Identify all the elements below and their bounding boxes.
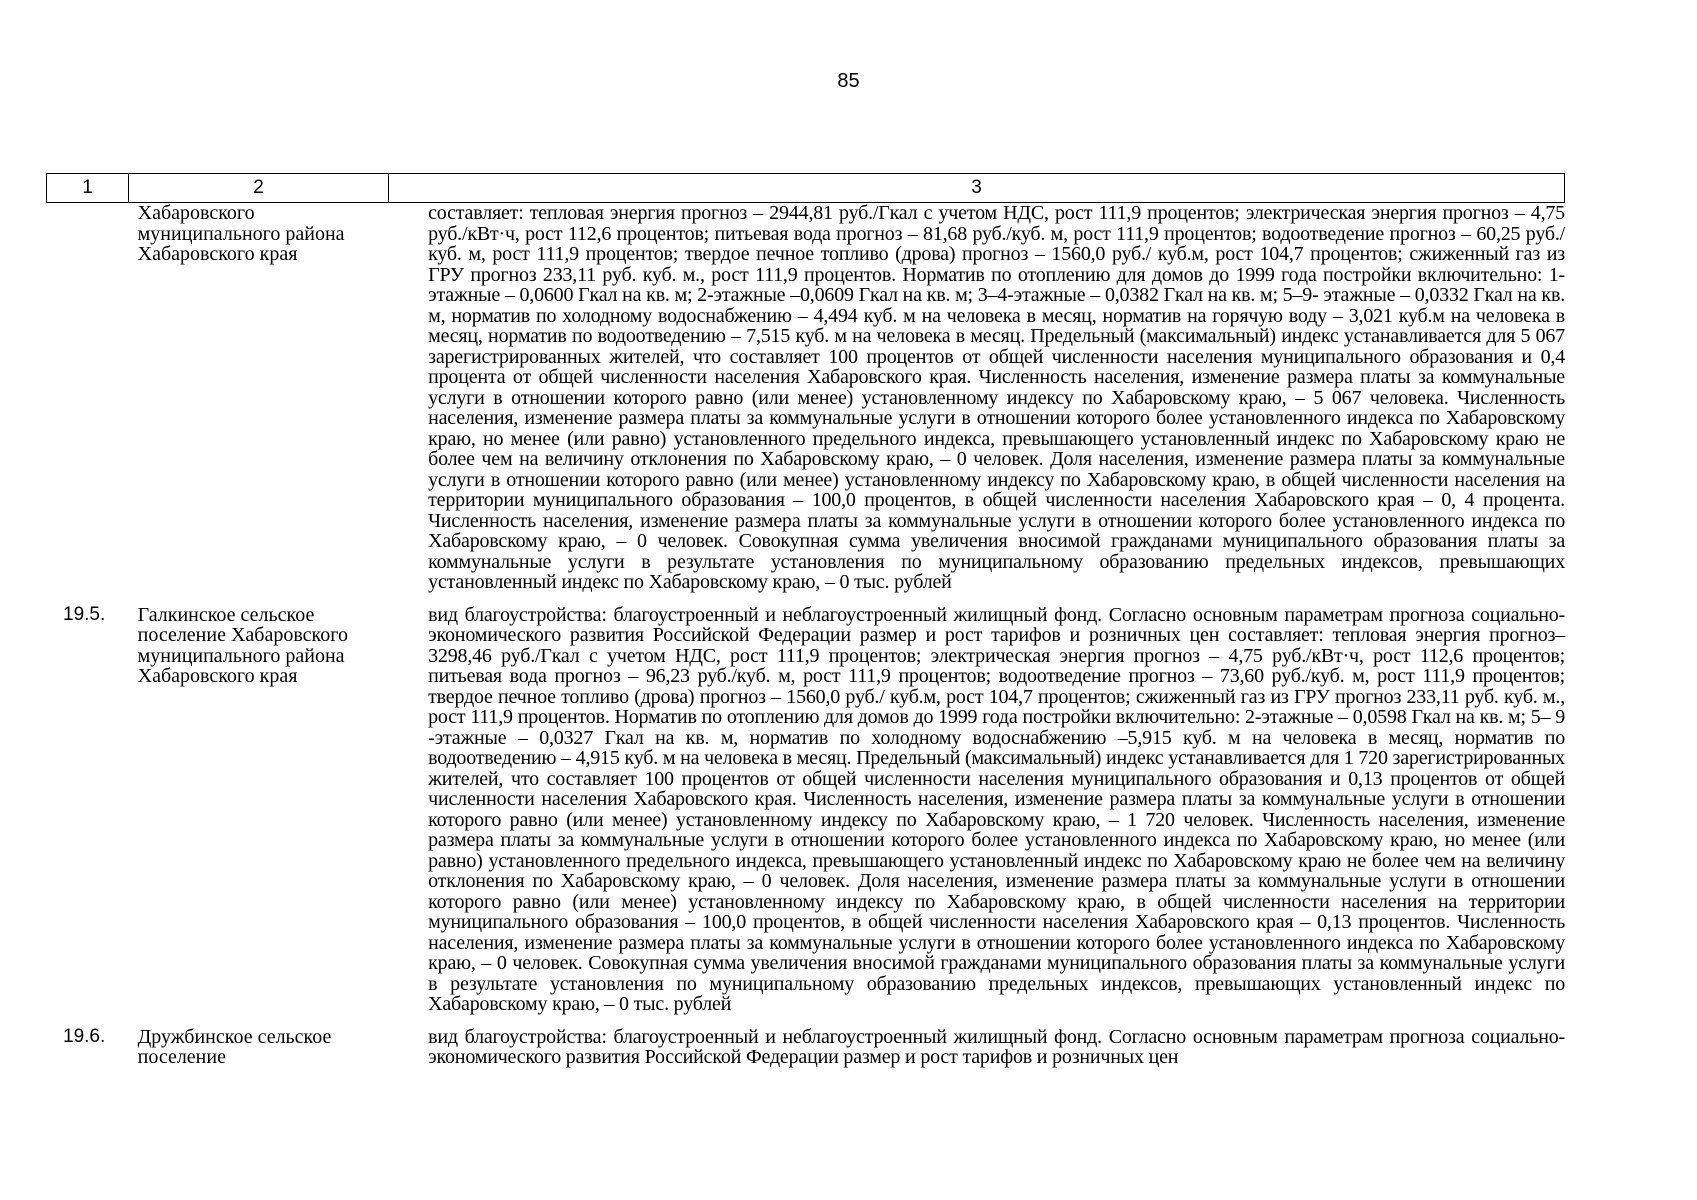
row-name: Дружбинское сельское поселение — [137, 1025, 332, 1068]
row-name: Хабаровского муниципального района Хабаровского края — [137, 202, 345, 265]
table-row — [46, 1027, 1565, 1068]
table-header — [46, 173, 1565, 203]
row-text: вид благоустройства: благоустроенный и неблагоустроенный жилищный фонд. Согласно основным параметрам прогноза социально-экономического развития Российской Федерации размер и рост тарифов и розничных цен — [428, 1025, 1565, 1068]
page-number: 85 — [837, 70, 860, 92]
table-row — [46, 605, 1565, 1015]
row-number: 19.5. — [63, 603, 106, 625]
row-text: составляет: тепловая энергия прогноз – 2944,81 руб./Гкал с учетом НДС, рост 111,9 процентов; электрическая энергия прогноз – 4,75 руб./кВт·ч, рост 112,6 процентов; питьевая вода прогноз – 81,68 руб./куб. м, рост 111,9 процентов; водоотведение прогноз – 60,25 руб./куб. м, рост 111,9 процентов; твердое печное топливо (дрова) прогноз – 1560,0 руб./ куб.м, рост 104,7 процентов; сжиженный газ из ГРУ прогноз 233,11 руб. куб. м., рост 111,9 процентов. Норматив по отоплению для домов до 1999 года постройки включительно: 1-этажные – 0,0600 Гкал на кв. м; 2-этажные –0,0609 Гкал на кв. м; 3–4-этажные – 0,0382 Гкал на кв. м; 5–9- этажные – 0,0332 Гкал на кв. м, норматив по холодному водоснабжению – 4,494 куб. м на человека в месяц, норматив на горячую воду – 3,021 куб.м на человека в месяц, норматив по водоотведению – 7,515 куб. м на человека в месяц. Предельный (максимальный) индекс устанавливается для 5 067 зарегистрированных жителей, что составляет 100 процентов от общей численности населения муниципального образования и 0,4 процента от общей численности населения Хабаровского края. Численность населения, изменение размера платы за коммунальные услуги в отношении которого равно (или менее) установленному индексу по Хабаровскому краю, – 5 067 человека. Численность населения, изменение размера платы за коммунальные услуги в отношении которого более установленного индекса по Хабаровскому краю, но менее (или равно) установленного предельного индекса, превышающего установленный индекс по Хабаровскому краю не более чем на величину отклонения по Хабаровскому краю, – 0 человек. Доля населения, изменение размера платы за коммунальные услуги в отношении которого равно (или менее) установленному индексу по Хабаровскому краю, в общей численности населения на территории муниципального образования – 100,0 процентов, в общей численности населения Хабаровского края – 0, 4 процента. Численность населения, изменение размера платы за коммунальные услуги в отношении которого более установленного индекса по Хабаровскому краю, – 0 человек. Совокупная сумма увеличения вносимой гражданами муниципального образования платы за коммунальные услуги в результате установления по муниципальному образованию предельных индексов, превышающих установленный индекс по Хабаровскому краю, – 0 тыс. рублей — [428, 202, 1565, 593]
row-name: Галкинское сельское поселение Хабаровского муниципального района Хабаровского края — [137, 603, 348, 687]
header-col-1: 1 — [47, 174, 129, 202]
header-col-3: 3 — [971, 177, 982, 198]
row-name-cell — [44, 1027, 389, 1068]
row-number: 19.6. — [63, 1025, 106, 1047]
row-text: вид благоустройства: благоустроенный и неблагоустроенный жилищный фонд. Согласно основным параметрам прогноза социально-экономического развития Российской Федерации размер и рост тарифов и розничных цен составляет: тепловая энергия прогноз– 3298,46 руб./Гкал с учетом НДС, рост 111,9 процентов; электрическая энергия прогноз – 4,75 руб./кВт·ч, рост 112,6 процентов; питьевая вода прогноз – 96,23 руб./куб. м, рост 111,9 процентов; водоотведение прогноз – 73,60 руб./куб. м, рост 111,9 процентов; твердое печное топливо (дрова) прогноз – 1560,0 руб./ куб.м, рост 104,7 процентов; сжиженный газ из ГРУ прогноз 233,11 руб. куб. м., рост 111,9 процентов. Норматив по отоплению для домов до 1999 года постройки включительно: 2-этажные – 0,0598 Гкал на кв. м; 5– 9 -этажные – 0,0327 Гкал на кв. м, норматив по холодному водоснабжению –5,915 куб. м на человека в месяц, норматив по водоотведению – 4,915 куб. м на человека в месяц. Предельный (максимальный) индекс устанавливается для 1 720 зарегистрированных жителей, что составляет 100 процентов от общей численности населения муниципального образования и 0,13 процентов от общей численности населения Хабаровского края. Численность населения, изменение размера платы за коммунальные услуги в отношении которого равно (или менее) установленному индексу по Хабаровскому краю, – 1 720 человек. Численность населения, изменение размера платы за коммунальные услуги в отношении которого более установленного индекса по Хабаровскому краю, но менее (или равно) установленного предельного индекса, превышающего установленный индекс по Хабаровскому краю не более чем на величину отклонения по Хабаровскому краю, – 0 человек. Доля населения, изменение размера платы за коммунальные услуги в отношении которого равно (или менее) установленному индексу по Хабаровскому краю, в общей численности населения на территории муниципального образования – 100,0 процентов, в общей численности населения Хабаровского края – 0,13 процентов. Численность населения, изменение размера платы за коммунальные услуги в отношении которого более установленного индекса по Хабаровскому краю, – 0 человек. Совокупная сумма увеличения вносимой гражданами муниципального образования платы за коммунальные услуги в результате установления по муниципальному образованию предельных индексов, превышающих установленный индекс по Хабаровскому краю, – 0 тыс. рублей — [428, 603, 1565, 1015]
header-col-2: 2 — [129, 174, 389, 202]
table-body — [46, 203, 1565, 1078]
row-name-cell — [44, 605, 389, 1015]
row-name-cell — [44, 203, 389, 593]
table-row — [46, 203, 1565, 593]
